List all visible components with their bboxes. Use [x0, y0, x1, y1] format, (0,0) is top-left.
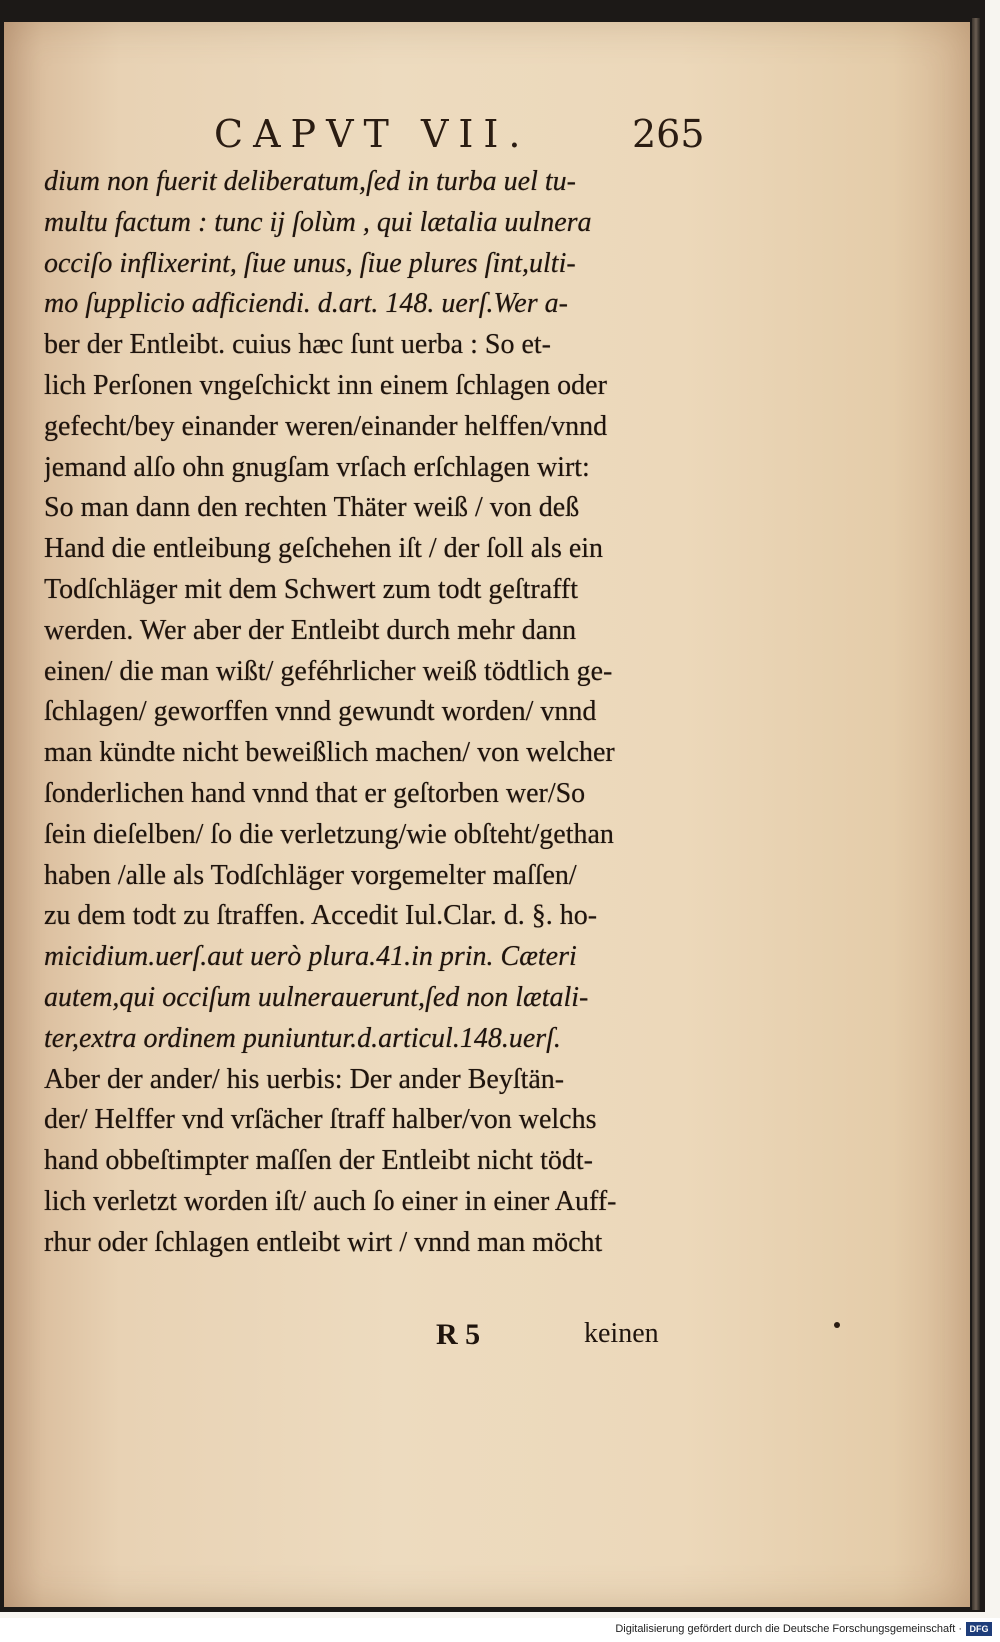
text-line: micidium.uerſ.aut uerò plura.41.in prin. Cæteri	[44, 941, 577, 973]
digitization-credit: Digitalisierung gefördert durch die Deutsche Forschungsgemeinschaft ·	[615, 1623, 962, 1635]
page-number: 265	[632, 112, 705, 156]
text-line: man kündte nicht beweißlich machen/ von welcher	[44, 737, 615, 769]
text-line: Hand die entleibung geſchehen iſt / der ſoll als ein	[44, 533, 604, 565]
text-line: So man dann den rechten Thäter weiß / von deß	[44, 492, 580, 524]
page-edge	[972, 18, 980, 1610]
text-line: rhur oder ſchlagen entleibt wirt / vnnd man möcht	[44, 1226, 603, 1258]
text-line: gefecht/bey einander weren/einander helffen/vnnd	[44, 410, 608, 442]
ink-speck	[834, 1322, 840, 1328]
text-line: mo ſupplicio adficiendi. d.art. 148. uerſ.Wer a-	[44, 288, 568, 320]
signature-mark: R 5	[436, 1318, 481, 1351]
book-page	[4, 22, 970, 1607]
text-line: lich Perſonen vngeſchickt inn einem ſchlagen oder	[44, 369, 607, 401]
footer-bar	[0, 1618, 1000, 1642]
text-line: Todſchläger mit dem Schwert zum todt geſtrafft	[44, 573, 579, 605]
text-line: ſchlagen/ geworffen vnnd gewundt worden/ vnnd	[44, 696, 597, 728]
text-line: der/ Helffer vnd vrſächer ſtraff halber/von welchs	[44, 1104, 597, 1136]
text-line: werden. Wer aber der Entleibt durch mehr dann	[44, 614, 577, 646]
text-line: ſonderlichen hand vnnd that er geſtorben wer/So	[44, 777, 586, 809]
text-line: lich verletzt worden iſt/ auch ſo einer in einer Auff-	[44, 1185, 617, 1217]
signature-line	[4, 1318, 970, 1368]
text-line: einen/ die man wißt/ geféhrlicher weiß tödtlich ge-	[44, 655, 613, 687]
text-line: ber der Entleibt. cuius hæc ſunt uerba : So et-	[44, 329, 551, 361]
text-line: dium non fuerit deliberatum,ſed in turba uel tu-	[44, 166, 576, 197]
text-line: occiſo inflixerint, ſiue unus, ſiue plures ſint,ulti-	[44, 247, 576, 279]
text-line: hand obbeſtimpter maſſen der Entleibt nicht tödt-	[44, 1145, 593, 1177]
text-line: multu factum : tunc ij ſolùm , qui lætalia uulnera	[44, 206, 592, 238]
text-line: jemand alſo ohn gnugſam vrſach erſchlagen wirt:	[44, 451, 590, 483]
running-head	[4, 112, 970, 162]
dfg-logo-icon: DFG	[966, 1622, 992, 1636]
catchword: keinen	[584, 1318, 659, 1349]
text-line: autem,qui occiſum uulnerauerunt,ſed non lætali-	[44, 981, 589, 1013]
chapter-title: CAPVT VII.	[214, 112, 531, 156]
text-block	[44, 162, 704, 1264]
text-line: haben /alle als Todſchläger vorgemelter maſſen/	[44, 859, 577, 891]
text-line: ter,extra ordinem puniuntur.d.articul.148.uerſ.	[44, 1022, 561, 1054]
text-line: ſein dieſelben/ ſo die verletzung/wie obſteht/gethan	[44, 818, 614, 850]
text-line: zu dem todt zu ſtraffen. Accedit Iul.Clar. d. §. ho-	[44, 900, 598, 932]
text-line: Aber der ander/ his uerbis: Der ander Beyſtän-	[44, 1063, 565, 1095]
